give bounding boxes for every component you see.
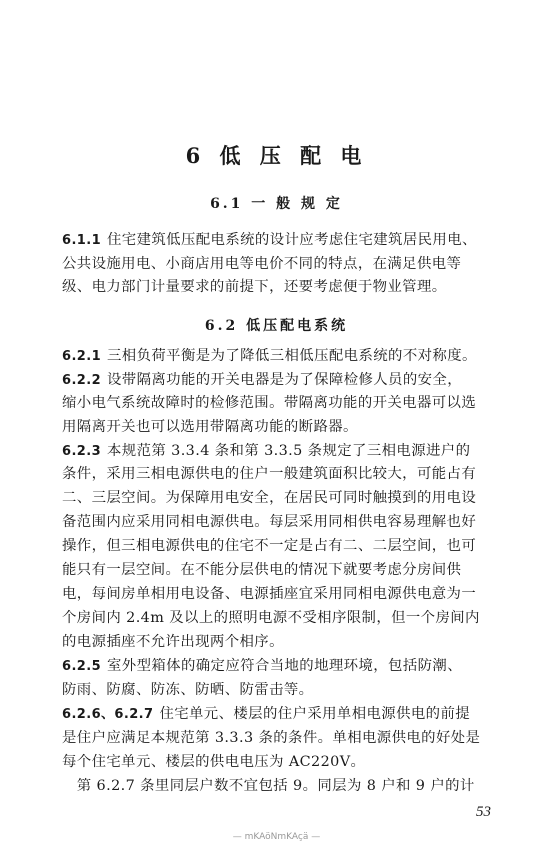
line-text: 室外型箱体的确定应符合当地的地理环境，包括防潮、 [107, 658, 462, 674]
paragraph-line [62, 488, 498, 508]
paragraph-line [62, 346, 498, 367]
section-6-1-title: 6.1 一 般 规 定 [210, 196, 343, 212]
clause-number: 6.2.3 [62, 444, 102, 459]
paragraph-line [62, 464, 498, 484]
chapter-title: 6 低 压 配 电 [185, 143, 368, 168]
paragraph-line [62, 512, 498, 532]
clause-number: 6.1.1 [62, 233, 102, 248]
paragraph-line [62, 728, 498, 748]
paragraph-line [62, 752, 498, 772]
paragraph-line [62, 584, 498, 604]
line-text: 操作，但三相电源供电的住宅不一定是占有二、二层空间，也可 [62, 538, 477, 554]
clause-number: 6.2.2 [62, 373, 102, 388]
paragraph-line [62, 560, 498, 580]
line-text: 防雨、防腐、防冻、防晒、防雷击等。 [62, 682, 314, 698]
line-text: 公共设施用电、小商店用电等电价不同的特点，在满足供电等 [62, 256, 462, 272]
line-text: 级、电力部门计量要求的前提下，还要考虑便于物业管理。 [62, 279, 447, 295]
line-text: 设带隔离功能的开关电器是为了保障检修人员的安全， [107, 372, 462, 388]
paragraph-line [62, 536, 498, 556]
paragraph-line [62, 656, 498, 677]
footer-watermark: — mKAöNmKAçä — [232, 832, 321, 842]
line-text: 备范围内应采用同相电源供电。每层采用同相供电容易理解也好 [62, 514, 477, 530]
line-text: 用隔离开关也可以选用带隔离功能的断路器。 [62, 419, 358, 435]
paragraph-line [62, 417, 498, 437]
line-text: 三相负荷平衡是为了降低三相低压配电系统的不对称度。 [107, 348, 477, 364]
paragraph-line [62, 776, 498, 796]
line-text: 个房间内 2.4m 及以上的照明电源不受相序限制，但一个房间内 [62, 610, 480, 626]
line-text: 住宅建筑低压配电系统的设计应考虑住宅建筑居民用电、 [107, 232, 477, 248]
clause-number: 6.2.6、6.2.7 [62, 707, 154, 722]
paragraph-line [62, 393, 498, 413]
paragraph-line [62, 632, 498, 652]
line-text: 本规范第 3.3.4 条和第 3.3.5 条规定了三相电源进户的 [107, 443, 471, 459]
line-text: 是住户应满足本规范第 3.3.3 条的条件。单相电源供电的好处是 [62, 730, 481, 746]
section-6-2-title: 6.2 低压配电系统 [204, 318, 349, 334]
clause-number: 6.2.5 [62, 659, 102, 674]
line-text: 条件，采用三相电源供电的住户一般建筑面积比较大，可能占有 [62, 466, 477, 482]
paragraph-line [62, 230, 498, 251]
line-text: 二、三层空间。为保障用电安全，在居民可同时触摸到的用电设 [62, 490, 477, 506]
paragraph-line [62, 441, 498, 462]
line-text: 住宅单元、楼层的住户采用单相电源供电的前提 [159, 706, 471, 722]
paragraph-line [62, 277, 498, 297]
line-text: 的电源插座不允许出现两个相序。 [62, 634, 284, 650]
line-text: 第 6.2.7 条里同层户数不宜包括 9。同层为 8 户和 9 户的计 [62, 778, 475, 794]
paragraph-line [62, 608, 498, 628]
line-text: 每个住宅单元、楼层的供电电压为 AC220V。 [62, 754, 366, 770]
paragraph-line [62, 704, 498, 725]
paragraph-line [62, 254, 498, 274]
clause-number: 6.2.1 [62, 349, 102, 364]
paragraph-line [62, 370, 498, 391]
line-text: 电，每间房单相用电设备、电源插座宜采用同相电源供电意为一 [62, 586, 477, 602]
line-text: 缩小电气系统故障时的检修范围。带隔离功能的开关电器可以选 [62, 395, 477, 411]
paragraph-line [62, 680, 498, 700]
line-text: 能只有一层空间。在不能分层供电的情况下就要考虑分房间供 [62, 562, 462, 578]
page-number: 53 [476, 804, 491, 820]
